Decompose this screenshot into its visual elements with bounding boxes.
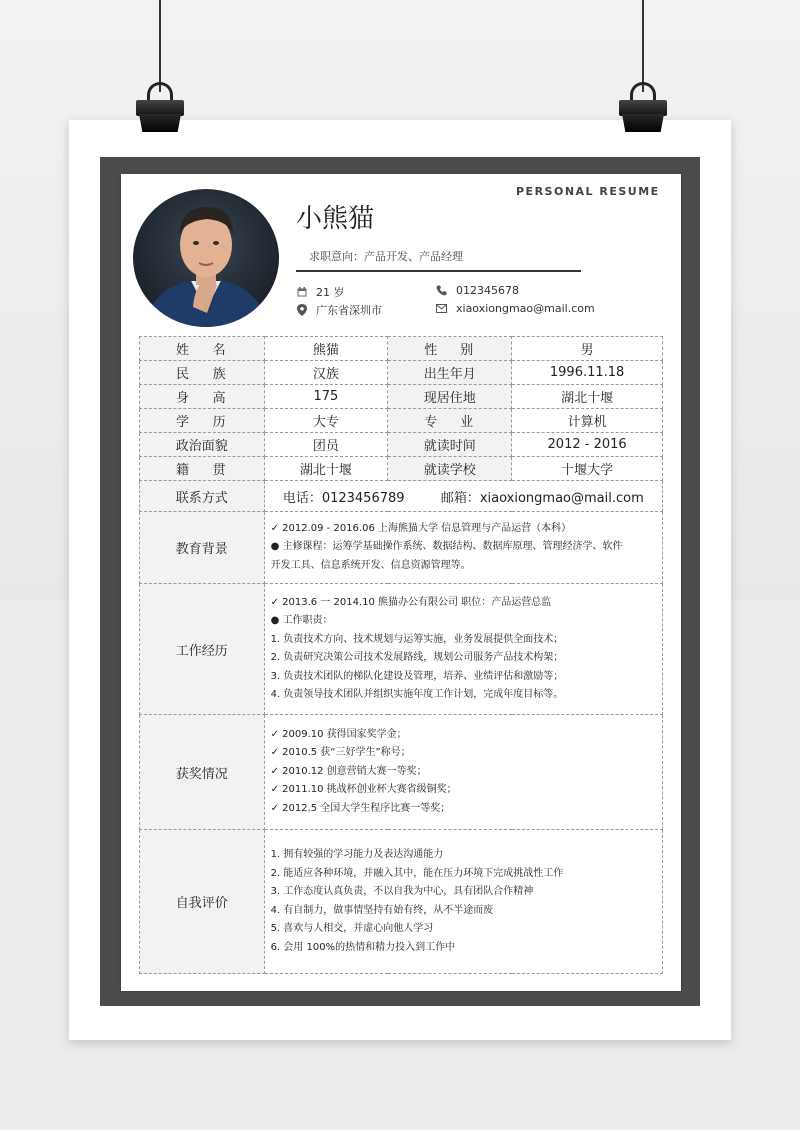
profile-photo: [133, 189, 279, 327]
label-ethnicity: 民 族: [140, 361, 265, 385]
phone-text: 012345678: [456, 284, 519, 297]
label-hometown: 籍 贯: [140, 457, 265, 481]
label-name: 姓 名: [140, 337, 265, 361]
personal-resume-label: PERSONAL RESUME: [516, 185, 660, 198]
table-row: [140, 715, 663, 830]
phone-icon: [436, 285, 447, 296]
value-birth-date: 1996.11.18: [512, 361, 663, 385]
table-row: [140, 512, 663, 584]
list-item: 4. 有自制力，做事情坚持有始有终，从不半途而废: [270, 904, 494, 916]
table-row: [140, 361, 663, 385]
list-item: ✓ 2012.09 - 2016.06 上海熊猫大学 信息管理与产品运营（本科）: [270, 522, 572, 534]
label-education: 教育背景: [140, 512, 265, 584]
table-row: [140, 433, 663, 457]
contact-email: 邮箱：xiaoxiongmao@mail.com: [440, 490, 644, 506]
value-name: 熊猫: [264, 337, 388, 361]
label-work: 工作经历: [140, 584, 265, 715]
value-hometown: 湖北十堰: [264, 457, 388, 481]
label-political-status: 政治面貌: [140, 433, 265, 457]
list-item: 2. 能适应各种环境，并融入其中，能在压力环境下完成挑战性工作: [270, 867, 564, 879]
phone-info: [436, 284, 519, 297]
table-row: [140, 481, 663, 512]
candidate-name: 小熊猫: [296, 204, 375, 234]
value-residence: 湖北十堰: [512, 385, 663, 409]
calendar-icon: [297, 287, 307, 297]
list-item: 2. 负责研究决策公司技术发展路线，规划公司服务产品技术构架；: [270, 652, 564, 663]
email-icon: [436, 304, 447, 313]
value-political-status: 团员: [264, 433, 388, 457]
table-row: [140, 385, 663, 409]
value-height: 175: [264, 385, 388, 409]
label-contact: 联系方式: [140, 481, 265, 512]
list-item: ✓ 2013.6 一 2014.10 熊猫办公有限公司 职位：产品运营总监: [270, 596, 552, 608]
binder-clip-right: [619, 82, 667, 134]
email-info: [436, 302, 595, 315]
hanging-string-right: [642, 0, 644, 92]
label-height: 身 高: [140, 385, 265, 409]
table-row: [140, 457, 663, 481]
value-ethnicity: 汉族: [264, 361, 388, 385]
list-item: ● 主修课程：运筹学基础操作系统、数据结构、数据库原理、管理经济学、软件: [270, 541, 623, 553]
label-self-evaluation: 自我评价: [140, 830, 265, 974]
list-item: 3. 负责技术团队的梯队化建设及管理，培养、业绩评估和激励等；: [270, 670, 564, 682]
list-item: 6. 会用 100%的热情和精力投入到工作中: [270, 941, 456, 953]
table-row: [140, 337, 663, 361]
age-info: [297, 284, 345, 300]
list-item: 1. 负责技术方向、技术规划与运筹实施，业务发展提供全面技术；: [270, 633, 564, 645]
contact-phone: 电话：0123456789: [282, 490, 405, 506]
email-text: xiaoxiongmao@mail.com: [456, 302, 595, 315]
list-item: ● 工作职责：: [270, 615, 333, 626]
education-content: [264, 512, 662, 584]
label-gender: 性 别: [388, 337, 512, 361]
list-item: 开发工具、信息系统开发、信息资源管理等。: [270, 559, 471, 571]
value-study-period: 2012 - 2016: [512, 433, 663, 457]
list-item: 1. 拥有较强的学习能力及表达沟通能力: [270, 849, 444, 860]
resume-table: [139, 336, 663, 974]
label-study-period: 就读时间: [388, 433, 512, 457]
list-item: 3. 工作态度认真负责，不以自我为中心，具有团队合作精神: [270, 886, 534, 897]
value-major: 计算机: [512, 409, 663, 433]
list-item: ✓ 2009.10 获得国家奖学金；: [270, 728, 407, 740]
value-contact: [264, 481, 662, 512]
list-item: 4. 负责领导技术团队并组织实施年度工作计划，完成年度目标等。: [270, 689, 564, 700]
label-major: 专 业: [388, 409, 512, 433]
list-item: 5. 喜欢与人相交，并虚心向他人学习: [270, 923, 434, 934]
list-item: ✓ 2010.12 创意营销大赛一等奖；: [270, 765, 427, 777]
job-intent: 求职意向：产品开发、产品经理: [309, 250, 463, 263]
label-school: 就读学校: [388, 457, 512, 481]
table-row: [140, 584, 663, 715]
self-evaluation-content: [264, 830, 662, 974]
list-item: ✓ 2010.5 获“三好学生”称号；: [270, 747, 411, 759]
label-education-level: 学 历: [140, 409, 265, 433]
value-school: 十堰大学: [512, 457, 663, 481]
location-info: [297, 302, 382, 318]
label-awards: 获奖情况: [140, 715, 265, 830]
location-pin-icon: [297, 304, 307, 316]
value-gender: 男: [512, 337, 663, 361]
hanging-string-left: [159, 0, 161, 92]
value-education-level: 大专: [264, 409, 388, 433]
label-birth-date: 出生年月: [388, 361, 512, 385]
binder-clip-left: [136, 82, 184, 134]
work-content: [264, 584, 662, 715]
list-item: ✓ 2012.5 全国大学生程序比赛一等奖；: [270, 802, 451, 814]
table-row: [140, 409, 663, 433]
header-divider: [296, 270, 581, 272]
location-text: 广东省深圳市: [316, 304, 382, 317]
awards-content: [264, 715, 662, 830]
label-residence: 现居住地: [388, 385, 512, 409]
list-item: ✓ 2011.10 挑战杯创业杯大赛省级铜奖；: [270, 784, 457, 796]
age-text: 21 岁: [316, 286, 345, 299]
table-row: [140, 830, 663, 974]
